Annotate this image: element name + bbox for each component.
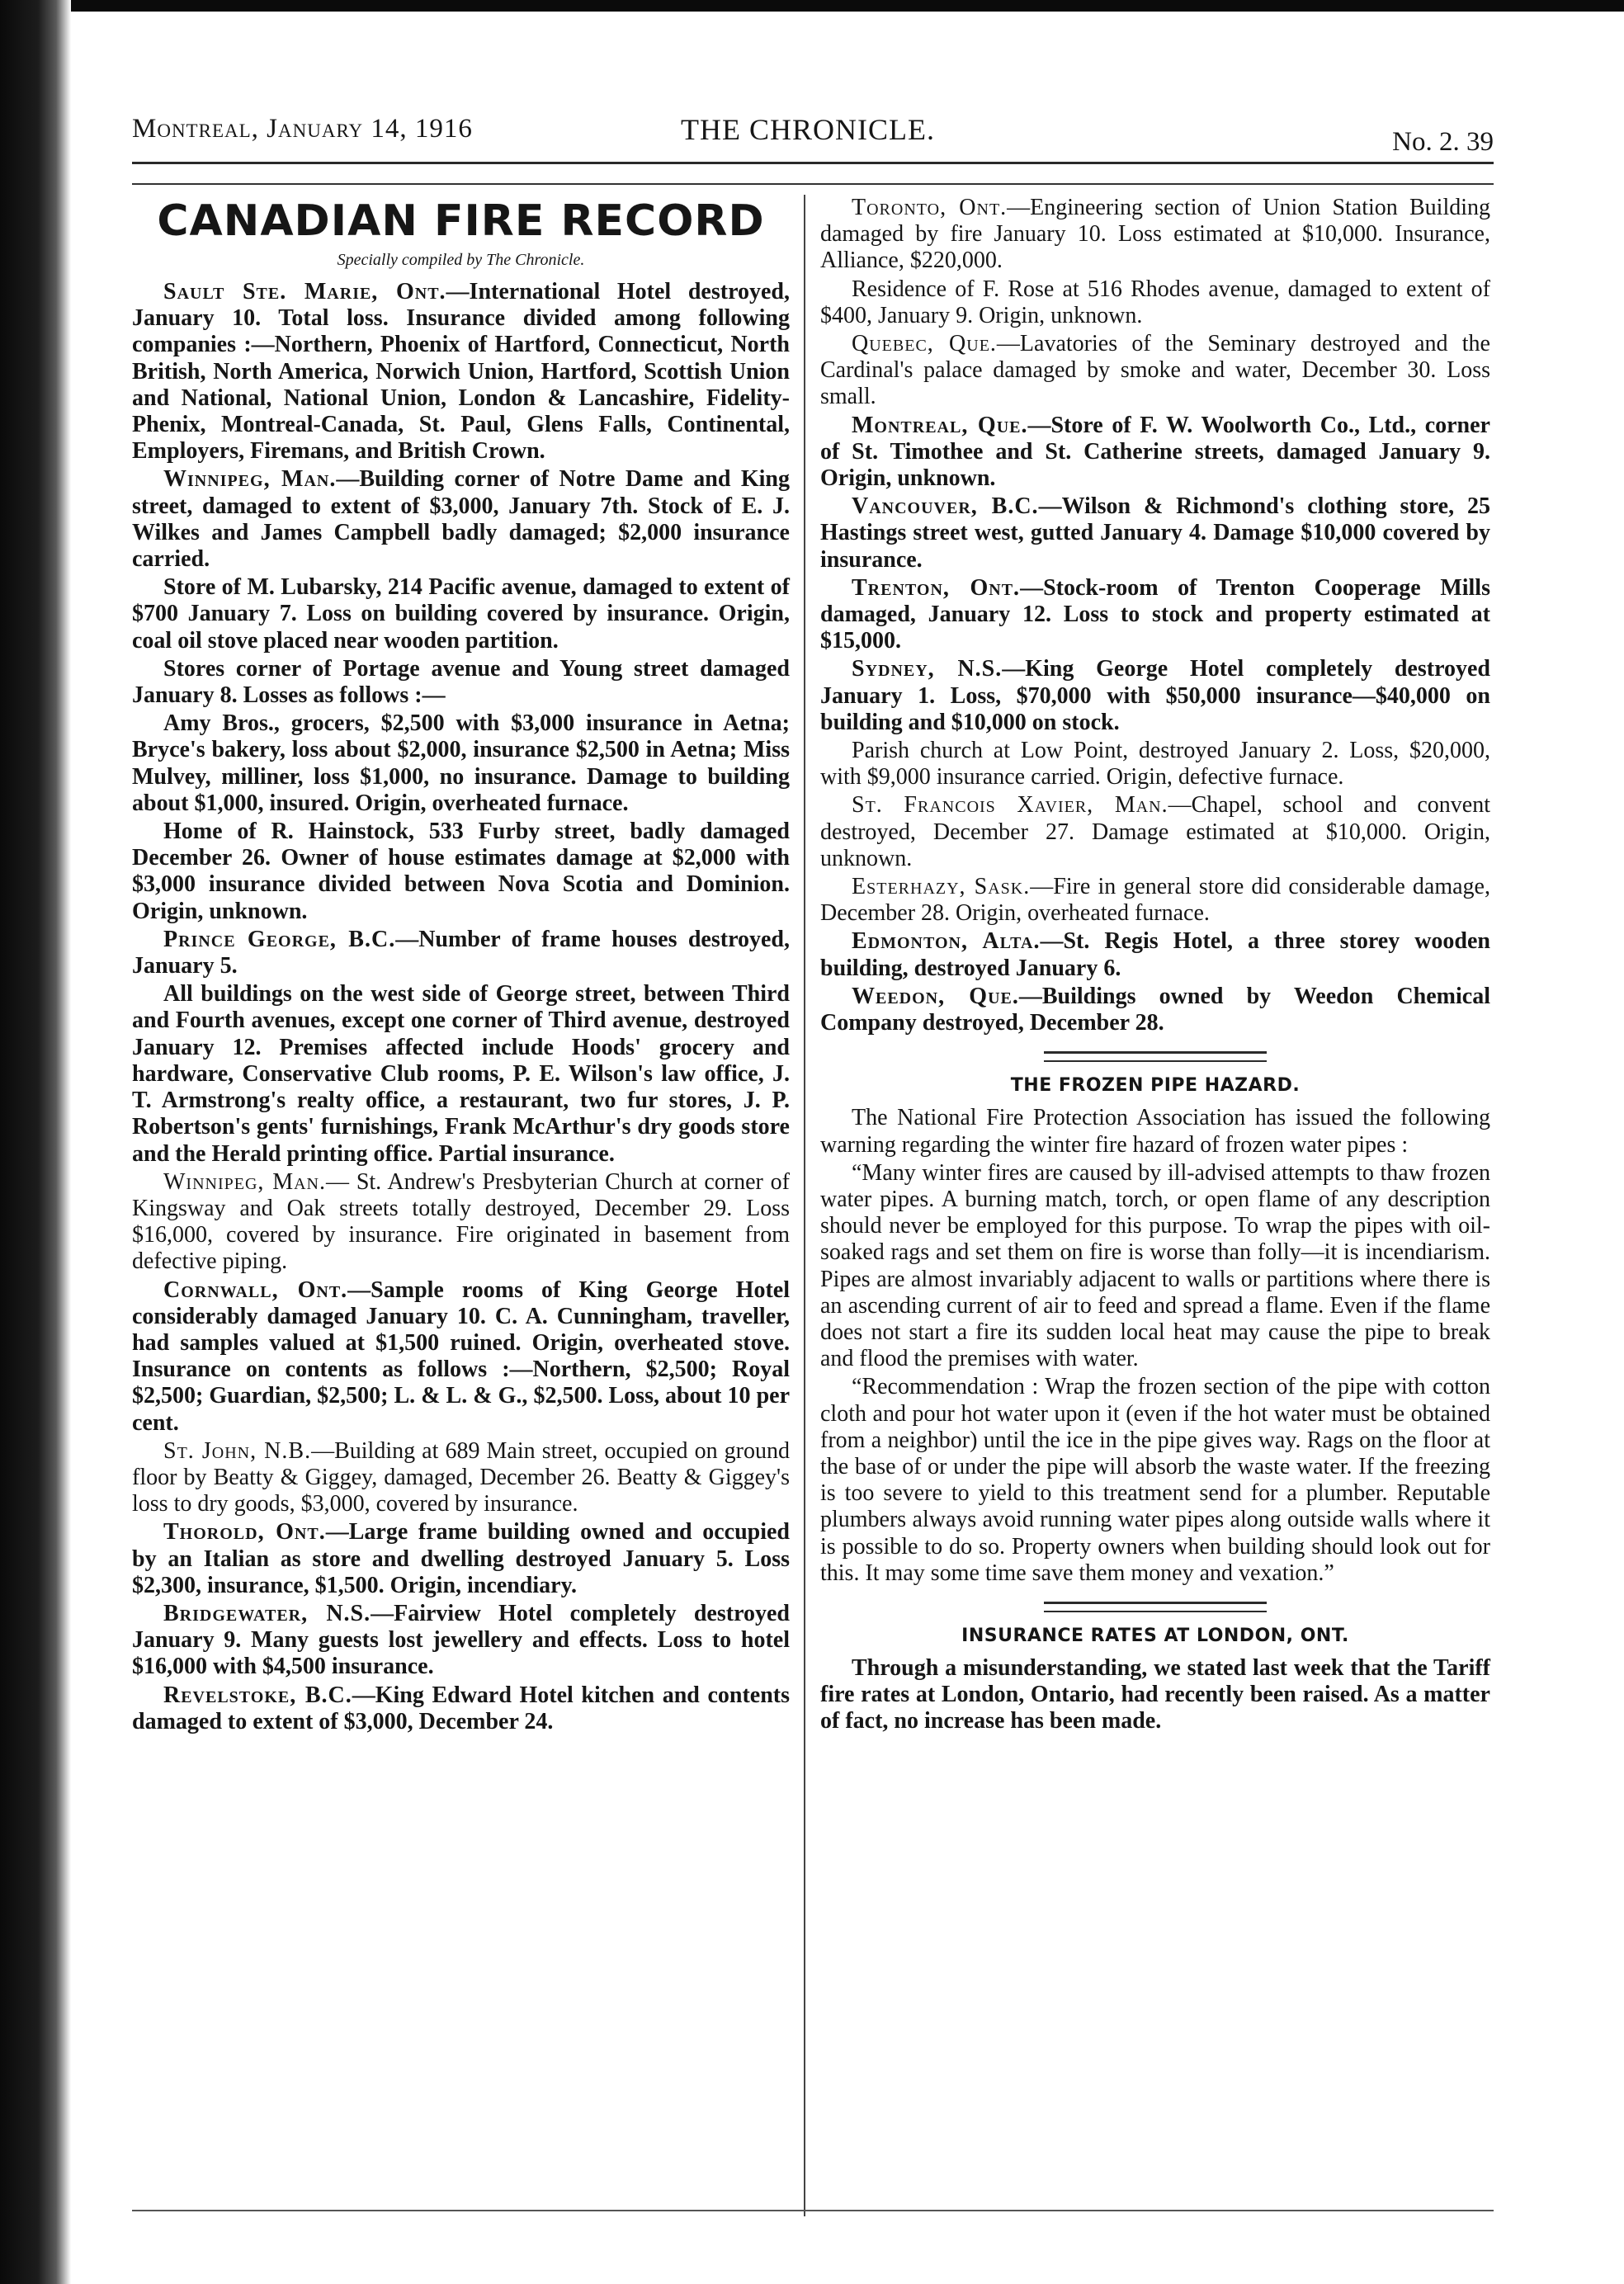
fire-entry-location: Cornwall, Ont. bbox=[163, 1276, 348, 1303]
fire-entry-location: Sault Ste. Marie, Ont. bbox=[163, 279, 446, 304]
fire-entry-location: Weedon, Que. bbox=[852, 983, 1019, 1009]
bottom-rule bbox=[132, 2210, 1494, 2211]
fire-entry bbox=[132, 1519, 790, 1599]
fire-entry-text: —King George Hotel completely destroyed January 1. Loss, $70,000 with $50,000 insurance—$40,000 on building and $10,000 on stock. bbox=[820, 656, 1490, 735]
fire-entry-location: Montreal, Que. bbox=[852, 412, 1028, 438]
header-rule bbox=[132, 162, 1494, 164]
fire-entry-text: —Stock-room of Trenton Cooperage Mills damaged, January 12. Loss to stock and property estimated at $15,000. bbox=[820, 574, 1490, 654]
fire-entry-text: —Store of F. W. Woolworth Co., Ltd., corner of St. Timothee and St. Catherine streets, damaged January 9. Origin, unknown. bbox=[820, 412, 1490, 492]
fire-entry bbox=[132, 1438, 790, 1518]
fire-entry bbox=[132, 656, 790, 709]
fire-record-entries-right bbox=[820, 195, 1490, 1036]
fire-entry-location: Sydney, N.S. bbox=[852, 656, 1003, 682]
fire-entry bbox=[820, 656, 1490, 736]
fire-entry-text: —Wilson & Richmond's clothing store, 25 Hastings street west, gutted January 4. Damage $10,000 covered by insurance. bbox=[820, 493, 1490, 573]
fire-entry-location: Bridgewater, N.S. bbox=[163, 1600, 371, 1626]
fire-entry-text: Parish church at Low Point, destroyed January 2. Loss, $20,000, with $9,000 insurance carried. Origin, defective furnace. bbox=[820, 738, 1490, 790]
fire-record-title: CANADIAN FIRE RECORD bbox=[157, 196, 765, 246]
fire-entry-text: —Lavatories of the Seminary destroyed and the Cardinal's palace damaged by smoke and water, December 30. Loss small. bbox=[820, 331, 1490, 410]
fire-entry bbox=[820, 195, 1490, 275]
fire-entry bbox=[132, 279, 790, 465]
fire-entry-text: —Chapel, school and convent destroyed, December 27. Damage estimated at $10,000. Origin, unknown. bbox=[820, 792, 1490, 871]
right-column bbox=[820, 195, 1490, 1737]
fire-entry-location: Revelstoke, B.C. bbox=[163, 1682, 352, 1708]
fire-entry bbox=[132, 981, 790, 1167]
fire-entry-location: Edmonton, Alta. bbox=[852, 928, 1041, 955]
fire-entry-text: —Large frame building owned and occupied by an Italian as store and dwelling destroyed January 5. Loss $2,300, insurance, $1,500. Origin, incendiary. bbox=[132, 1519, 790, 1598]
london-rates-title: INSURANCE RATES AT LONDON, ONT. bbox=[961, 1625, 1349, 1646]
page-header bbox=[132, 109, 1494, 158]
fire-entry bbox=[132, 1277, 790, 1437]
fire-entry-location: St. Francois Xavier, Man. bbox=[852, 792, 1168, 819]
fire-entry bbox=[132, 1169, 790, 1276]
frozen-pipe-paragraph: “Many winter fires are caused by ill-advised attempts to thaw frozen water pipes. A burning match, torch, or open flame of any description should never be employed for this purpose. To wrap the pipes with oil-soaked rags and set them on fire is worse than folly—it is incendiarism. Pipes are almost invariably adjacent to walls or partitions where there is an ascending current of air to feed and spread a flame. Even if the flame does not start a fire its sudden local heat may cause the pipe to break and flood the premises with water. bbox=[820, 1159, 1490, 1372]
section-divider bbox=[1044, 1602, 1267, 1612]
fire-entry-text: —Fire in general store did considerable damage, December 28. Origin, overheated furnace. bbox=[820, 874, 1490, 927]
fire-entry-text: —Buildings owned by Weedon Chemical Company destroyed, December 28. bbox=[820, 983, 1490, 1036]
fire-entry-location: Winnipeg, Man. bbox=[163, 466, 337, 493]
scan-binding-edge bbox=[0, 0, 71, 2284]
fire-entry-location: Toronto, Ont. bbox=[852, 195, 1008, 220]
fire-entry-text: —Engineering section of Union Station Building damaged by fire January 10. Loss estimated at $10,000. Insurance, Alliance, $220,000. bbox=[820, 195, 1490, 274]
fire-entry bbox=[132, 1682, 790, 1735]
fire-entry-text: —Number of frame houses destroyed, January 5. bbox=[132, 926, 790, 979]
scan-top-edge bbox=[0, 0, 1624, 12]
fire-entry bbox=[820, 792, 1490, 872]
fire-entry bbox=[132, 819, 790, 925]
header-rule-secondary bbox=[132, 183, 1494, 185]
fire-entry-text: Residence of F. Rose at 516 Rhodes avenue, damaged to extent of $400, January 9. Origin, unknown. bbox=[820, 276, 1490, 328]
london-rates-paragraph: Through a misunderstanding, we stated last week that the Tariff fire rates at London, Ontario, had recently been raised. As a matter of fact, no increase has been made. bbox=[820, 1654, 1490, 1734]
left-column bbox=[132, 195, 790, 1737]
fire-entry-text: Store of M. Lubarsky, 214 Pacific avenue, damaged to extent of $700 January 7. Loss on building covered by insurance. Origin, coal oil stove placed near wooden partition. bbox=[132, 574, 790, 654]
header-publication-title: THE CHRONICLE. bbox=[681, 113, 935, 146]
frozen-pipe-article bbox=[820, 1105, 1490, 1587]
fire-entry-location: Vancouver, B.C. bbox=[852, 493, 1039, 520]
fire-entry-location: Esterhazy, Sask. bbox=[852, 874, 1031, 900]
column-divider bbox=[804, 195, 805, 2216]
frozen-pipe-paragraph: The National Fire Protection Association has issued the following warning regarding the winter fire hazard of frozen water pipes : bbox=[820, 1105, 1490, 1158]
header-date: Montreal, January 14, 1916 bbox=[132, 114, 473, 144]
fire-entry-text: —Fairview Hotel completely destroyed January 9. Many guests lost jewellery and effects. Loss to hotel $16,000 with $4,500 insurance. bbox=[132, 1600, 790, 1680]
fire-entry bbox=[132, 466, 790, 573]
fire-entry-location: Thorold, Ont. bbox=[163, 1519, 326, 1545]
fire-entry bbox=[820, 928, 1490, 981]
fire-entry-text: Amy Bros., grocers, $2,500 with $3,000 insurance in Aetna; Bryce's bakery, loss about $2,000, insurance $2,500 in Aetna; Miss Mulvey, milliner, loss $1,000, no insurance. Damage to building about $1,000, insured. Origin, overheated furnace. bbox=[132, 710, 790, 816]
fire-entry bbox=[820, 493, 1490, 573]
fire-entry-text: —International Hotel destroyed, January 10. Total loss. Insurance divided among following companies :—Northern, Phoenix of Hartford, Connecticut, North British, North America, Norwich Union, Hartford, Scottish Union and National, National Union, London & Lancashire, Fidelity-Phenix, Montreal-Canada, St. Paul, Glens Falls, Continental, Employers, Firemans, and British Crown. bbox=[132, 279, 790, 465]
frozen-pipe-paragraph: “Recommendation : Wrap the frozen section of the pipe with cotton cloth and pour hot water upon it (even if the hot water must be obtained from a neighbor) until the ice in the pipe gives way. Rags on the floor at the base of or under the pipe will absorb the waste water. If the freezing is too severe to yield to this treatment send for a plumber. Reputable plumbers always avoid running water pipes along outside walls where it is possible to do so. Property owners when building should look out for this. It may some time save them money and vexation.” bbox=[820, 1374, 1490, 1586]
fire-entry-text: —King Edward Hotel kitchen and contents damaged to extent of $3,000, December 24. bbox=[132, 1682, 790, 1734]
fire-entry bbox=[820, 331, 1490, 411]
fire-entry-text: Stores corner of Portage avenue and Young street damaged January 8. Losses as follows :— bbox=[132, 655, 790, 709]
fire-entry bbox=[132, 927, 790, 979]
fire-entry-text: All buildings on the west side of George street, between Third and Fourth avenues, except one corner of Third avenue, destroyed January 12. Premises affected include Hoods' grocery and hardware, Conservative Club rooms, P. E. Wilson's law office, J. T. Armstrong's realty office, a restaurant, two fur stores, J. P. Robertson's gents' furnishings, Frank McArthur's dry goods store and the Herald printing office. Partial insurance. bbox=[132, 981, 790, 1167]
fire-entry-text: — St. Andrew's Presbyterian Church at corner of Kingsway and Oak streets totally destroyed, December 29. Loss $16,000, covered by insurance. Fire originated in basement from defective piping. bbox=[132, 1168, 790, 1275]
fire-entry-text: Home of R. Hainstock, 533 Furby street, badly damaged December 26. Owner of house estimates damage at $2,000 with $3,000 insurance divided between Nova Scotia and Dominion. Origin, unknown. bbox=[132, 819, 790, 924]
fire-entry-location: Quebec, Que. bbox=[852, 331, 997, 357]
fire-entry bbox=[820, 575, 1490, 655]
fire-record-entries-left bbox=[132, 279, 790, 1735]
fire-entry bbox=[132, 1601, 790, 1681]
fire-entry-text: —Sample rooms of King George Hotel considerably damaged January 10. C. A. Cunningham, traveller, had samples valued at $1,500 ruined. Origin, overheated stove. Insurance on contents as follows :—Northern, $2,500; Royal $2,500; Guardian, $2,500; L. & L. & G., $2,500. Loss, about 10 per cent. bbox=[132, 1276, 790, 1436]
section-divider bbox=[1044, 1051, 1267, 1062]
fire-entry bbox=[132, 710, 790, 817]
fire-entry-location: St. John, N.B. bbox=[163, 1437, 312, 1464]
fire-entry bbox=[820, 984, 1490, 1036]
fire-entry bbox=[820, 276, 1490, 329]
frozen-pipe-title: THE FROZEN PIPE HAZARD. bbox=[1010, 1075, 1301, 1097]
fire-entry bbox=[820, 413, 1490, 493]
header-issue-page: No. 2. 39 bbox=[1392, 127, 1494, 157]
fire-entry-location: Winnipeg, Man. bbox=[163, 1168, 327, 1195]
fire-entry bbox=[820, 874, 1490, 927]
fire-entry-location: Prince George, B.C. bbox=[163, 926, 396, 952]
fire-entry-text: —Building at 689 Main street, occupied on ground floor by Beatty & Giggey, damaged, December 26. Beatty & Giggey's loss to dry goods, $3,000, covered by insurance. bbox=[132, 1437, 790, 1517]
fire-entry bbox=[820, 738, 1490, 790]
fire-entry-text: —Building corner of Notre Dame and King street, damaged to extent of $3,000, January 7th. Stock of E. J. Wilkes and James Campbell badly damaged; $2,000 insurance carried. bbox=[132, 466, 790, 573]
fire-entry-text: —St. Regis Hotel, a three storey wooden building, destroyed January 6. bbox=[820, 928, 1490, 981]
fire-entry bbox=[132, 574, 790, 654]
fire-entry-location: Trenton, Ont. bbox=[852, 574, 1021, 601]
fire-record-byline: Specially compiled by The Chronicle. bbox=[337, 251, 585, 269]
